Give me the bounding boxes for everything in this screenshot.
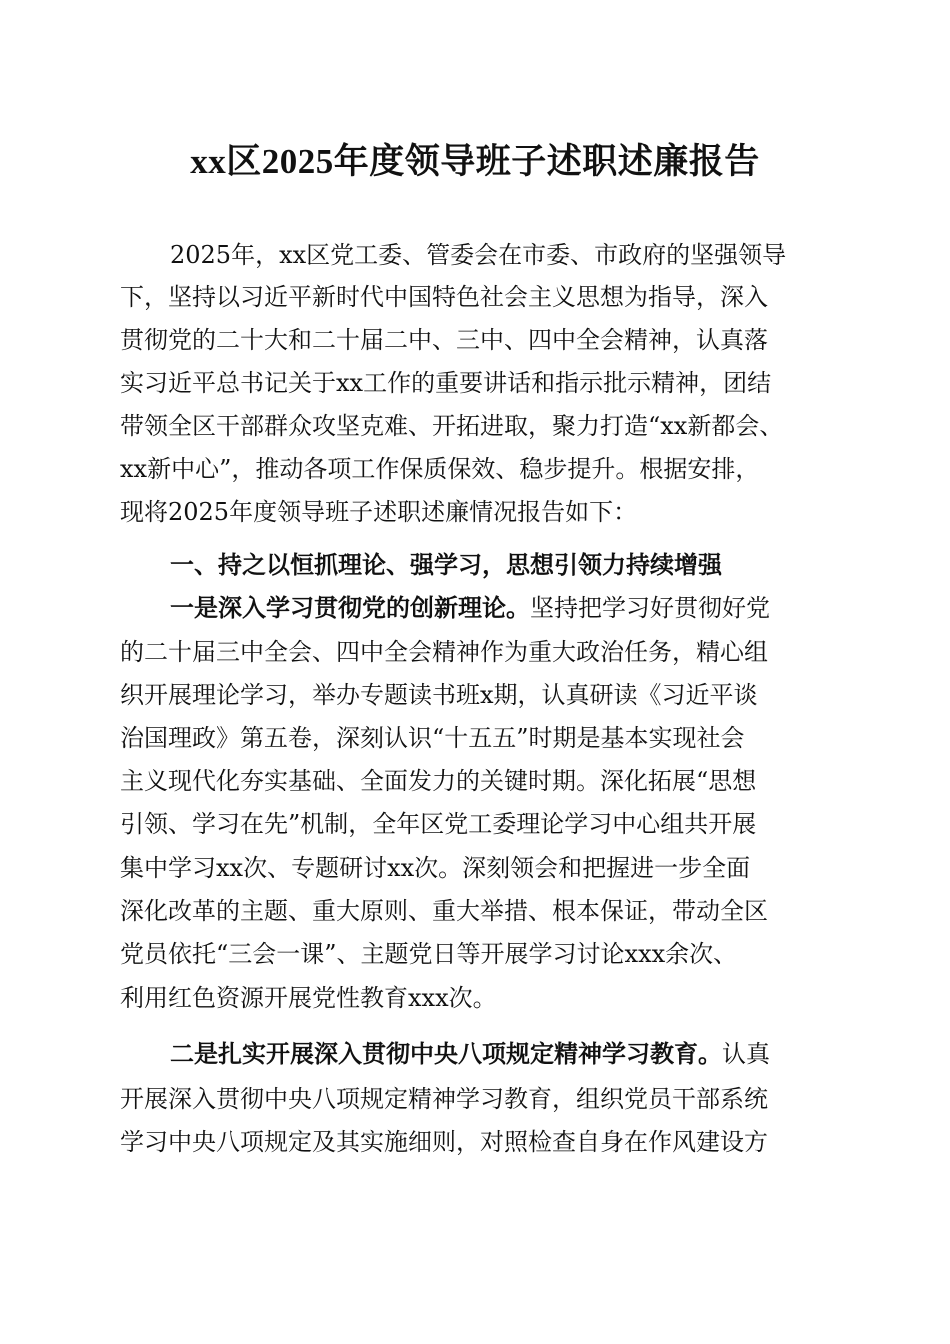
intro-line: 2025年，xx区党工委、管委会在市委、市政府的坚强领导 bbox=[170, 241, 787, 269]
paragraph-line: 党员依托“三会一课”、主题党日等开展学习讨论xxx余次、 bbox=[120, 940, 738, 968]
paragraph-line: 织开展理论学习，举办专题读书班x期，认真研读《习近平谈 bbox=[120, 681, 758, 709]
intro-line: 实习近平总书记关于xx工作的重要讲话和指示批示精神，团结 bbox=[120, 369, 772, 397]
paragraph-first-line bbox=[0, 1034, 950, 1074]
paragraph-line: 集中学习xx次、专题研讨xx次。深刻领会和把握进一步全面 bbox=[120, 854, 751, 882]
intro-line: 下，坚持以习近平新时代中国特色社会主义思想为指导，深入 bbox=[120, 283, 768, 311]
paragraph-text: 坚持把学习好贯彻好党 bbox=[530, 594, 770, 622]
document-title: xx区2025年度领导班子述职述廉报告 bbox=[190, 142, 760, 181]
paragraph-line: 学习中央八项规定及其实施细则，对照检查自身在作风建设方 bbox=[120, 1128, 768, 1156]
paragraph-line: 的二十届三中全会、四中全会精神作为重大政治任务，精心组 bbox=[120, 638, 768, 666]
paragraph-line: 开展深入贯彻中央八项规定精神学习教育，组织党员干部系统 bbox=[120, 1085, 768, 1113]
paragraph-line: 治国理政》第五卷，深刻认识“十五五”时期是基本实现社会 bbox=[120, 724, 745, 752]
paragraph-line: 引领、学习在先”机制，全年区党工委理论学习中心组共开展 bbox=[120, 810, 757, 838]
intro-line: 现将2025年度领导班子述职述廉情况报告如下： bbox=[120, 498, 638, 526]
section-heading: 一、持之以恒抓理论、强学习，思想引领力持续增强 bbox=[170, 551, 722, 579]
paragraph-lead: 一是深入学习贯彻党的创新理论。 bbox=[170, 593, 530, 622]
paragraph-lead: 二是扎实开展深入贯彻中央八项规定精神学习教育。 bbox=[170, 1039, 722, 1068]
intro-line: 带领全区干部群众攻坚克难、开拓进取，聚力打造“xx新都会、 bbox=[120, 412, 784, 440]
paragraph-text: 认真 bbox=[722, 1040, 770, 1068]
paragraph-line: 主义现代化夯实基础、全面发力的关键时期。深化拓展“思想 bbox=[120, 767, 757, 795]
intro-line: xx新中心”，推动各项工作保质保效、稳步提升。根据安排， bbox=[120, 455, 760, 483]
intro-line: 贯彻党的二十大和二十届二中、三中、四中全会精神，认真落 bbox=[120, 326, 768, 354]
paragraph-first-line bbox=[0, 588, 950, 628]
paragraph-line: 利用红色资源开展党性教育xxx次。 bbox=[120, 984, 497, 1012]
paragraph-line: 深化改革的主题、重大原则、重大举措、根本保证，带动全区 bbox=[120, 897, 768, 925]
